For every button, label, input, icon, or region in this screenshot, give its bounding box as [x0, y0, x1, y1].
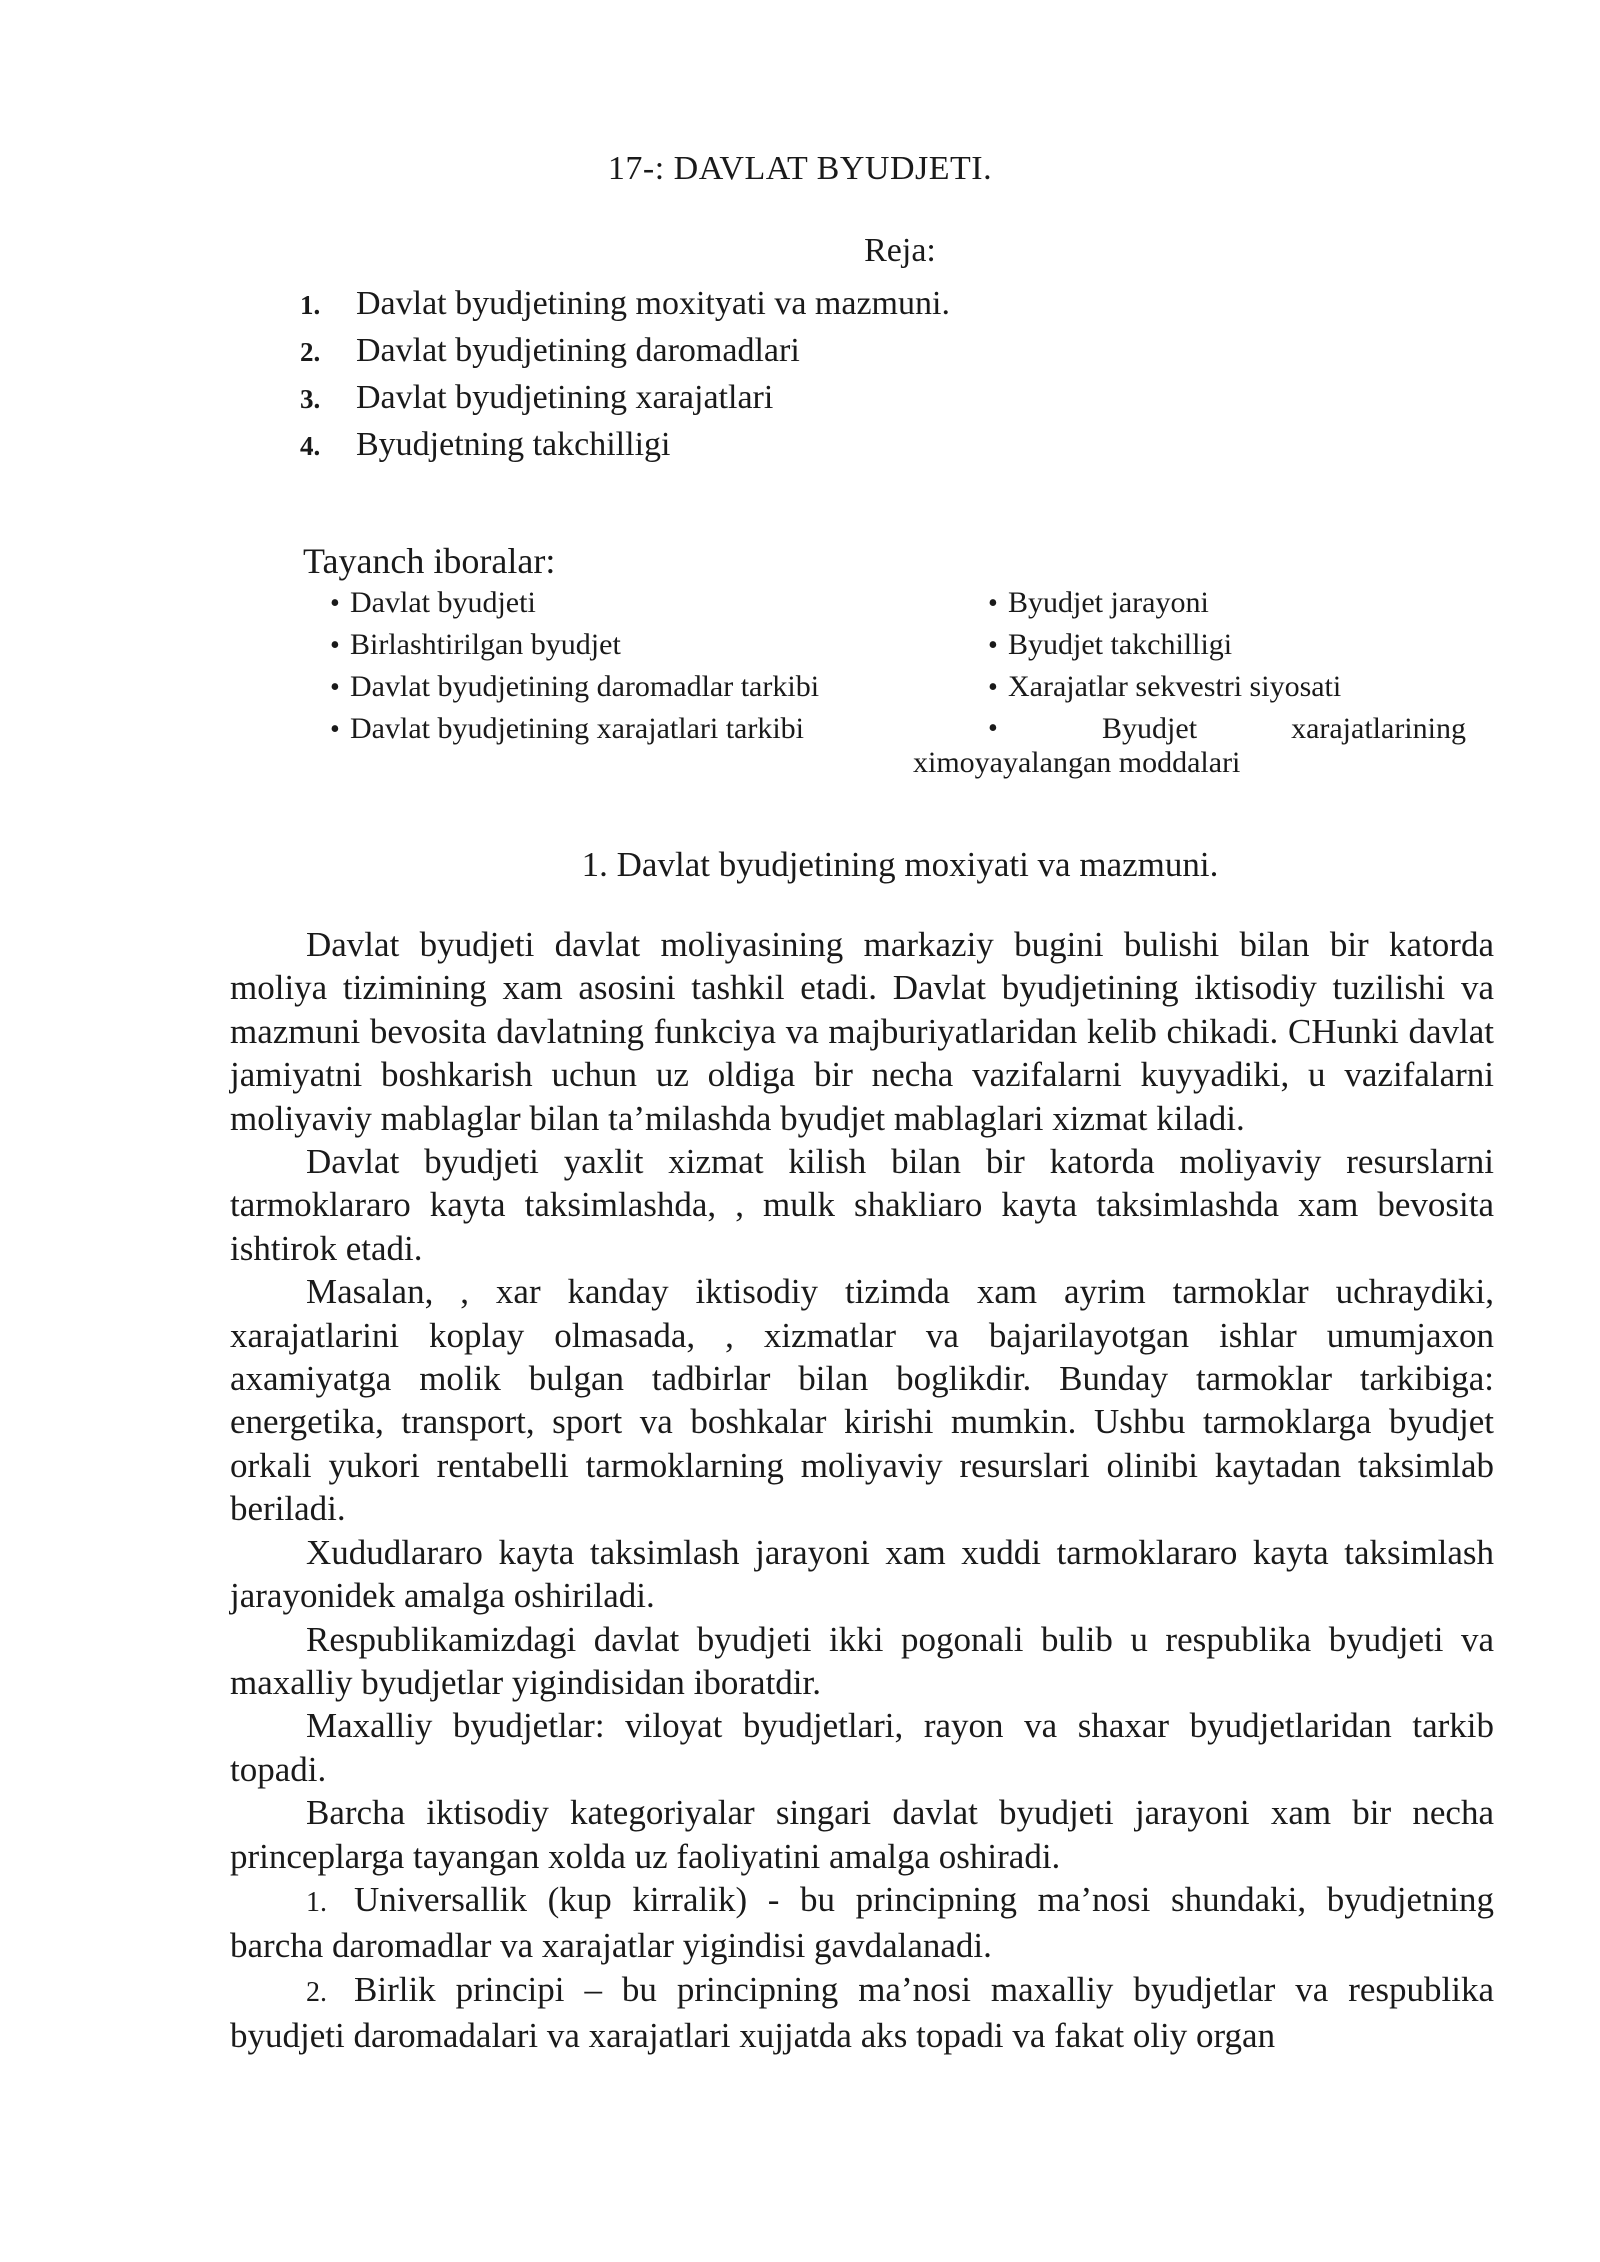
- plan-heading: Reja:: [864, 232, 936, 269]
- paragraph: Respublikamizdagi davlat byudjeti ikki pogonali bulib u respublika byudjeti va maxalliy byudjetlar yigindisidan iboratdir.: [230, 1619, 1494, 1702]
- keywords-list-right: [988, 582, 1466, 749]
- plan-item-text: Byudjetning takchilligi: [356, 426, 671, 463]
- plan-item-text: Davlat byudjetining moxityati va mazmuni.: [356, 285, 950, 322]
- keyword-word: xarajatlarining: [1291, 712, 1466, 745]
- principle-paragraph: [230, 1968, 1494, 2058]
- plan-list: [300, 280, 950, 468]
- keyword-item: • Davlat byudjetining daromadlar tarkibi: [330, 666, 819, 708]
- principle-number: 1.: [306, 1886, 327, 1918]
- paragraph: Maxalliy byudjetlar: viloyat byudjetlari, rayon va shaxar byudjetlaridan tarkib topadi.: [230, 1706, 1494, 1789]
- principle-text: Birlik principi – bu principning ma’nosi maxalliy byudjetlar va respublika byudjeti daromadalari va xarajatlari xujjatda aks topadi va fakat oliy organ: [230, 1969, 1494, 2056]
- plan-item-number: 2.: [300, 337, 321, 367]
- plan-item-number: 4.: [300, 431, 321, 461]
- plan-item-text: Davlat byudjetining daromadlari: [356, 332, 800, 369]
- keyword-item: • Davlat byudjeti: [330, 582, 819, 624]
- keywords-heading: Tayanch iboralar:: [303, 541, 556, 581]
- keyword-item: • Birlashtirilgan byudjet: [330, 624, 819, 666]
- plan-item: [300, 374, 950, 421]
- paragraph: Davlat byudjeti yaxlit xizmat kilish bilan bir katorda moliyaviy resurslarni tarmoklararo kayta taksimlashda, , mulk shakliaro kayta taksimlashda xam bevosita ishtirok etadi.: [230, 1142, 1494, 1268]
- paragraph: Davlat byudjeti davlat moliyasining markaziy bugini bulishi bilan bir katorda moliya tizimining xam asosini tashkil etadi. Davlat byudjetining iktisodiy tuzilishi va mazmuni bevosita davlatning funkciya va majburiyatlaridan kelib chikadi. CHunki davlat jamiyatni boshkarish uchun uz oldiga bir necha vazifalarni kuyyadiki, u vazifalarni moliyaviy mablaglar bilan ta’milashda byudjet mablaglari xizmat kiladi.: [230, 925, 1494, 1138]
- keyword-item: • Xarajatlar sekvestri siyosati: [988, 666, 1466, 708]
- keyword-item: • Davlat byudjetining xarajatlari tarkibi: [330, 708, 819, 750]
- keywords-list-left: [330, 582, 819, 750]
- plan-item-number: 3.: [300, 384, 321, 414]
- keyword-item: [988, 708, 1466, 749]
- paragraph: Masalan, , xar kanday iktisodiy tizimda xam ayrim tarmoklar uchraydiki, xarajatlarini koplay olmasada, , xizmatlar va bajarilayotgan ishlar umumjaxon axamiyatga molik bulgan tadbirlar bilan boglikdir. Bunday tarmoklar tarkibiga: energetika, transport, sport va boshkalar kirishi mumkin. Ushbu tarmoklarga byudjet orkali yukori rentabelli tarmoklarning moliyaviy resurslari olinibi kaytadan taksimlab beriladi.: [230, 1272, 1494, 1529]
- principle-paragraph: [230, 1878, 1494, 1968]
- page-title: 17-: DAVLAT BYUDJETI.: [607, 150, 993, 187]
- plan-item: [300, 421, 950, 468]
- keyword-item: • Byudjet takchilligi: [988, 624, 1466, 666]
- plan-item: [300, 280, 950, 327]
- principle-number: 2.: [306, 1976, 327, 2008]
- paragraph: Xududlararo kayta taksimlash jarayoni xam xuddi tarmoklararo kayta taksimlash jarayonidek amalga oshiriladi.: [230, 1532, 1494, 1616]
- plan-item-text: Davlat byudjetining xarajatlari: [356, 379, 774, 416]
- keyword-word: • Byudjet: [1102, 712, 1198, 745]
- keyword-continuation: ximoyayalangan moddalari: [913, 746, 1241, 779]
- principle-text: Universallik (kup kirralik) - bu principning ma’nosi shundaki, byudjetning barcha daromadlar va xarajatlar yigindisi gavdalanadi.: [230, 1879, 1494, 1966]
- plan-item: [300, 327, 950, 374]
- paragraph: Barcha iktisodiy kategoriyalar singari davlat byudjeti jarayoni xam bir necha princeplarga tayangan xolda uz faoliyatini amalga oshiradi.: [230, 1793, 1494, 1876]
- plan-item-number: 1.: [300, 290, 321, 320]
- keyword-item: • Byudjet jarayoni: [988, 582, 1466, 624]
- body-text: [230, 923, 1494, 2058]
- section-heading: 1. Davlat byudjetining moxiyati va mazmuni.: [581, 845, 1219, 884]
